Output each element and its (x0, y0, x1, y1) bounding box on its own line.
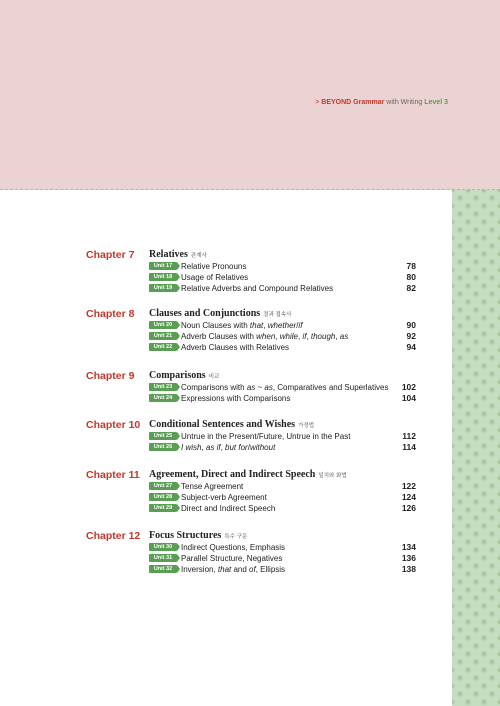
series-title (315, 99, 448, 106)
unit-row[interactable] (149, 442, 416, 453)
unit-row[interactable] (149, 320, 416, 331)
unit-title: Relative Adverbs and Compound Relatives (181, 284, 334, 293)
unit-title: Adverb Clauses with when, while, if, though, as (181, 332, 349, 341)
chapter-title-korean: 특수 구문 (224, 534, 248, 540)
unit-title: Expressions with Comparisons (181, 394, 291, 403)
unit-title: I wish, as if, but for/without (181, 443, 276, 452)
chapter-title-korean: 일치와 화법 (318, 473, 347, 479)
chapter-label: Chapter 12 (86, 530, 141, 542)
unit-page: 78 (406, 261, 416, 271)
unit-title: Usage of Relatives (181, 273, 249, 282)
chapter-title: Comparisons 비교 (149, 370, 220, 381)
unit-badge: Unit 29 (149, 504, 177, 512)
unit-page: 126 (401, 503, 416, 513)
unit-title: Untrue in the Present/Future, Untrue in the Past (181, 432, 351, 441)
unit-badge: Unit 25 (149, 432, 177, 440)
unit-title: Tense Agreement (181, 482, 244, 491)
unit-row[interactable] (149, 382, 416, 393)
unit-row[interactable] (149, 272, 416, 283)
unit-row[interactable] (149, 564, 416, 575)
unit-page: 112 (402, 431, 416, 441)
unit-row[interactable] (149, 283, 416, 294)
unit-title: Parallel Structure, Negatives (181, 554, 283, 563)
unit-title: Direct and Indirect Speech (181, 504, 276, 513)
chapter-label: Chapter 9 (86, 370, 135, 382)
chapter-title-korean: 가정법 (298, 423, 315, 429)
unit-page: 92 (406, 331, 416, 341)
arrow-icon: > (315, 99, 320, 106)
polka-dot-strip (452, 190, 500, 706)
chapter-title: Conditional Sentences and Wishes 가정법 (149, 419, 315, 430)
unit-page: 94 (406, 342, 416, 352)
unit-row[interactable] (149, 261, 416, 272)
unit-row[interactable] (149, 331, 416, 342)
unit-badge: Unit 28 (149, 493, 177, 501)
unit-page: 124 (401, 492, 416, 502)
unit-row[interactable] (149, 431, 416, 442)
unit-row[interactable] (149, 492, 416, 503)
unit-badge: Unit 23 (149, 383, 177, 391)
unit-badge: Unit 27 (149, 482, 177, 490)
unit-title: Noun Clauses with that, whether/if (181, 321, 303, 330)
unit-page: 136 (401, 553, 416, 563)
unit-title: Comparisons with as ~ as, Comparatives and Superlatives (181, 383, 389, 392)
unit-row[interactable] (149, 393, 416, 404)
unit-badge: Unit 17 (149, 262, 177, 270)
unit-title: Inversion, that and of, Ellipsis (181, 565, 286, 574)
unit-row[interactable] (149, 342, 416, 353)
series-level: Level 3 (424, 99, 448, 106)
unit-title: Adverb Clauses with Relatives (181, 343, 290, 352)
chapter-label: Chapter 11 (86, 469, 140, 481)
unit-page: 138 (401, 564, 416, 574)
unit-page: 114 (402, 442, 416, 452)
header-band (0, 0, 500, 190)
chapter-title-korean: 절과 접속사 (263, 312, 292, 318)
unit-row[interactable] (149, 553, 416, 564)
unit-row[interactable] (149, 503, 416, 514)
series-brand: BEYOND Grammar (321, 99, 385, 106)
unit-row[interactable] (149, 481, 416, 492)
unit-badge: Unit 26 (149, 443, 177, 451)
series-subtitle: with Writing (384, 99, 425, 106)
chapter-label: Chapter 10 (86, 419, 141, 431)
unit-title: Relative Pronouns (181, 262, 247, 271)
unit-page: 122 (401, 481, 416, 491)
chapter-title: Relatives 관계사 (149, 249, 207, 260)
unit-row[interactable] (149, 542, 416, 553)
unit-badge: Unit 32 (149, 565, 177, 573)
chapter-title: Focus Structures 특수 구문 (149, 530, 248, 541)
chapter-label: Chapter 8 (86, 308, 135, 320)
unit-badge: Unit 31 (149, 554, 177, 562)
chapter-label: Chapter 7 (86, 249, 135, 261)
unit-page: 82 (406, 283, 416, 293)
chapter-title-korean: 비교 (208, 374, 220, 380)
unit-badge: Unit 19 (149, 284, 177, 292)
unit-title: Subject-verb Agreement (181, 493, 267, 502)
chapter-title-korean: 관계사 (190, 253, 207, 259)
unit-title: Indirect Questions, Emphasis (181, 543, 286, 552)
unit-page: 104 (401, 393, 416, 403)
unit-badge: Unit 18 (149, 273, 177, 281)
unit-page: 134 (401, 542, 416, 552)
unit-badge: Unit 24 (149, 394, 177, 402)
unit-badge: Unit 20 (149, 321, 177, 329)
unit-page: 102 (401, 382, 416, 392)
chapter-title: Clauses and Conjunctions 절과 접속사 (149, 308, 292, 319)
unit-badge: Unit 21 (149, 332, 177, 340)
unit-page: 80 (406, 272, 416, 282)
chapter-title: Agreement, Direct and Indirect Speech 일치와 화법 (149, 469, 347, 480)
unit-badge: Unit 30 (149, 543, 177, 551)
unit-page: 90 (406, 320, 416, 330)
unit-badge: Unit 22 (149, 343, 177, 351)
